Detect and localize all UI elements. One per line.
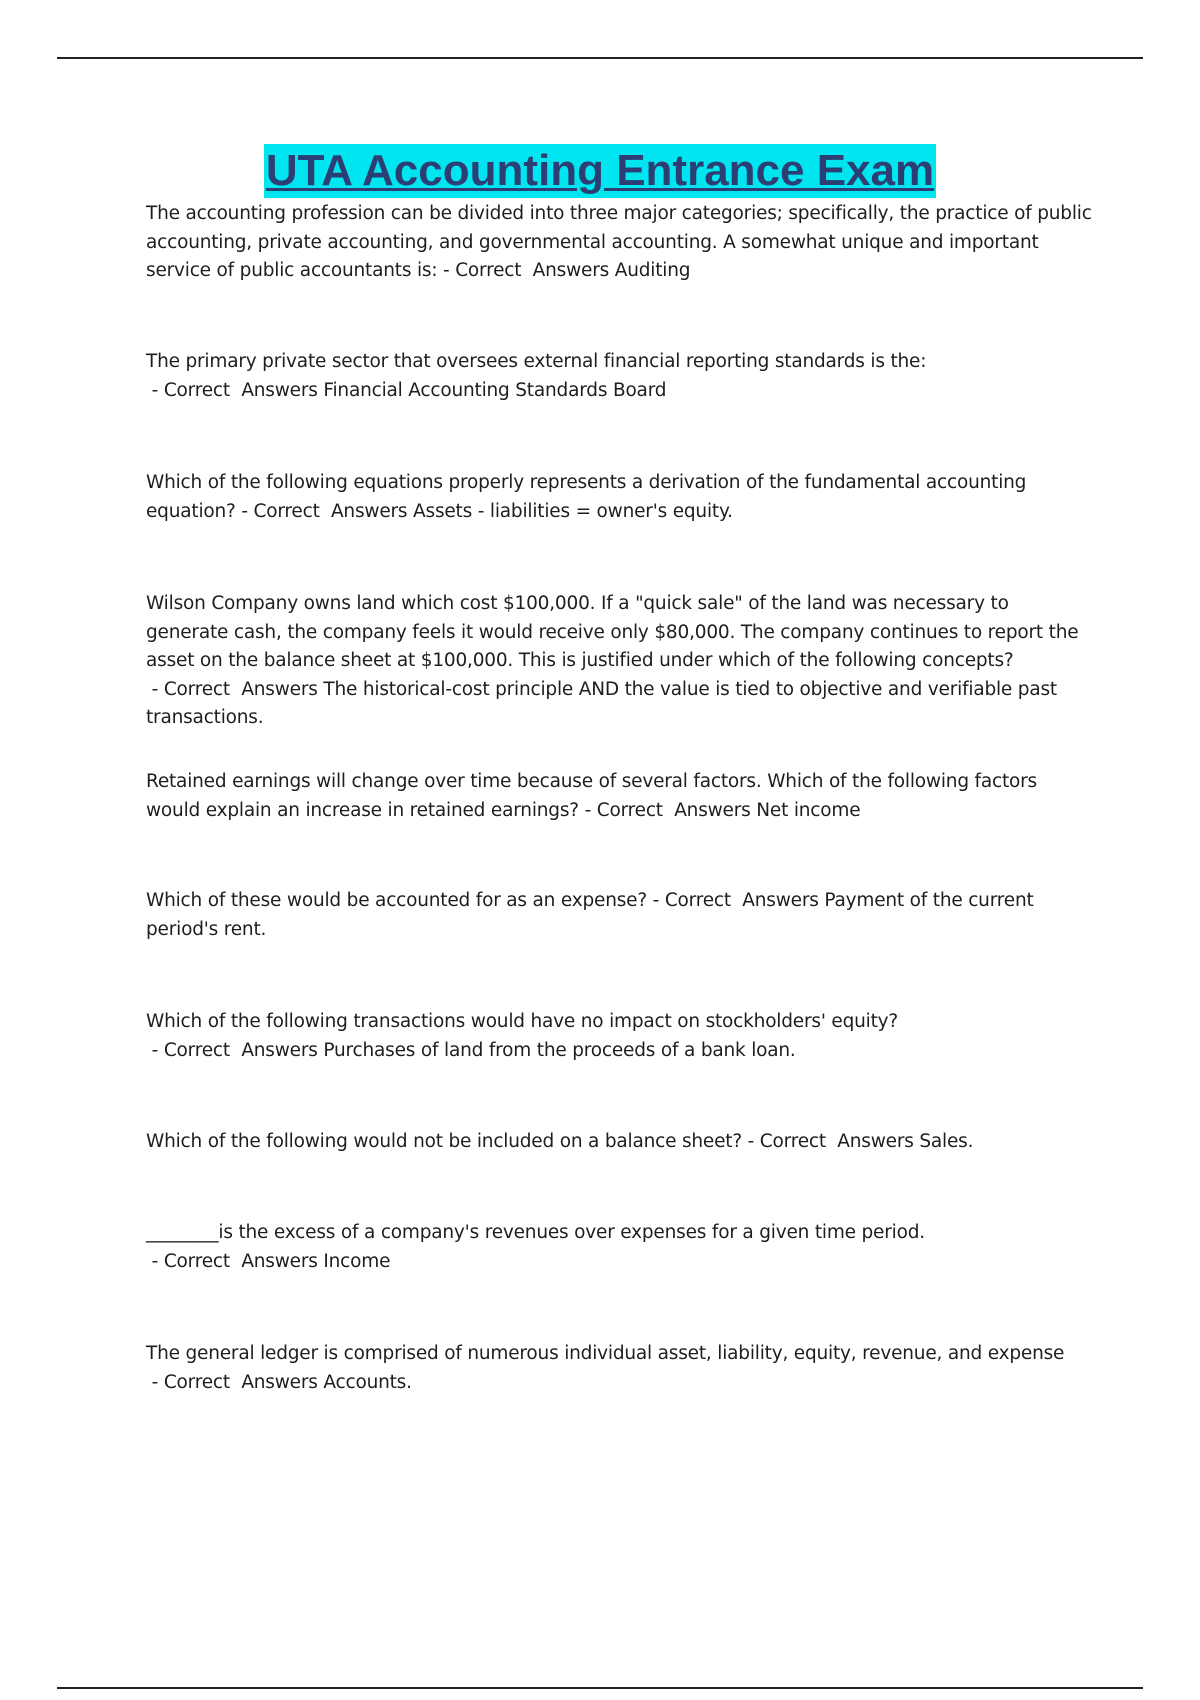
answer-text: Sales.: [919, 1131, 974, 1152]
answer-prefix: - Correct Answers: [146, 1371, 324, 1393]
answer-prefix: - Correct Answers: [146, 1039, 324, 1061]
question-text: Which of the following would not be included on a balance sheet?: [146, 1131, 742, 1152]
qa-item-10: [146, 1340, 1096, 1397]
answer-text: Auditing: [614, 260, 691, 281]
top-divider: [57, 57, 1143, 59]
answer-prefix: - Correct Answers: [235, 500, 414, 522]
answer-text: Income: [323, 1250, 391, 1272]
question-text: The general ledger is comprised of numerous individual asset, liability, equity, revenue, and expense: [146, 1343, 1065, 1364]
qa-item-7: [146, 1008, 1096, 1065]
answer-prefix: - Correct Answers: [646, 890, 825, 911]
answer-text: Assets - liabilities = owner's equity.: [413, 500, 733, 522]
answer-prefix: - Correct Answers: [146, 379, 324, 401]
question-text: Which of these would be accounted for as an expense?: [146, 890, 647, 911]
qa-item-2: [146, 348, 1096, 405]
question-text: Retained earnings will change over time because of several factors. Which of the following factors would explain an increase in retained earnings?: [146, 771, 1037, 821]
answer-text: Accounts.: [323, 1371, 412, 1393]
question-text: Wilson Company owns land which cost $100,000. If a "quick sale" of the land was necessary to generate cash, the company feels it would receive only $80,000. The company continues to report the asset on the balance sheet at $100,000. This is justified under which of the following concepts?: [146, 593, 1079, 671]
qa-item-8: [146, 1128, 1096, 1157]
qa-item-6: [146, 887, 1096, 944]
answer-prefix: - Correct Answers: [437, 260, 615, 281]
qa-item-3: [146, 469, 1096, 526]
question-text: Which of the following equations properly represents a derivation of the fundamental accounting equation?: [146, 472, 1027, 522]
answer-text: Financial Accounting Standards Board: [323, 379, 667, 401]
answer-prefix: - Correct Answers: [741, 1131, 920, 1152]
title-block: [0, 144, 1200, 198]
bottom-divider: [57, 1687, 1143, 1689]
answer-text: The historical-cost principle AND the value is tied to objective and verifiable past transactions.: [146, 678, 1057, 728]
qa-item-9: [146, 1219, 1096, 1276]
question-text: The primary private sector that oversees external financial reporting standards is the:: [146, 351, 927, 372]
document-title: UTA Accounting Entrance Exam: [264, 144, 936, 198]
qa-item-1: [146, 200, 1096, 286]
question-text: The accounting profession can be divided into three major categories; specifically, the practice of public accounting, private accounting, and governmental accounting. A somewhat unique and important service of public accountants is:: [146, 203, 1092, 281]
question-text: Which of the following transactions would have no impact on stockholders' equity?: [146, 1011, 898, 1032]
answer-text: Purchases of land from the proceeds of a bank loan.: [323, 1039, 796, 1061]
question-text: ________is the excess of a company's revenues over expenses for a given time period.: [146, 1222, 925, 1243]
qa-item-4: [146, 590, 1096, 733]
answer-prefix: - Correct Answers: [578, 799, 757, 821]
answer-text: Payment of the current period's rent.: [146, 890, 1034, 940]
qa-item-5: [146, 768, 1096, 825]
answer-prefix: - Correct Answers: [146, 1250, 324, 1272]
answer-prefix: - Correct Answers: [146, 678, 324, 700]
answer-text: Net income: [756, 799, 861, 821]
